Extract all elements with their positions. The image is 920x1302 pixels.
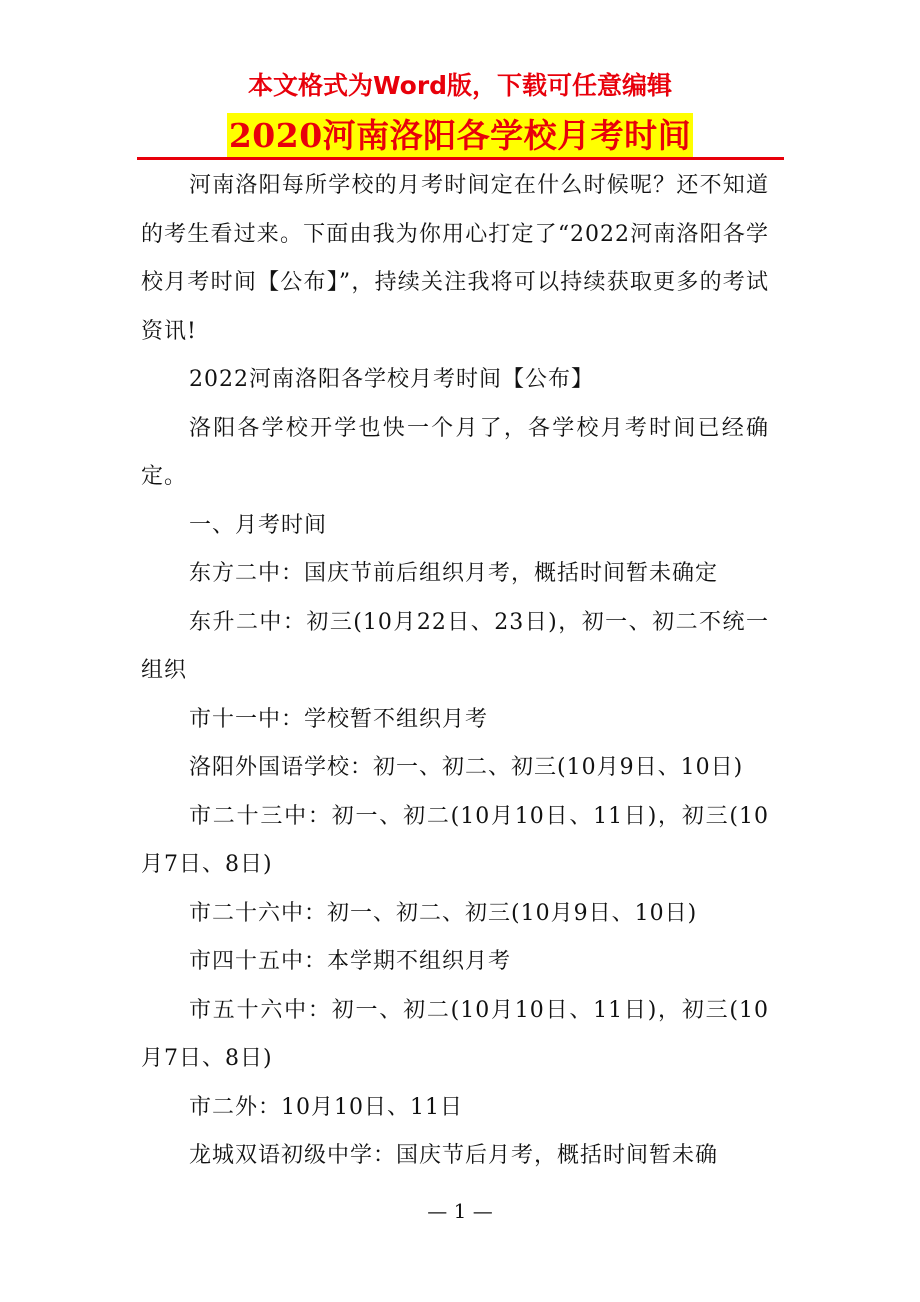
title-wrapper: [0, 113, 920, 159]
document-body: [141, 162, 769, 1181]
document-title: 2020河南洛阳各学校月考时间: [227, 113, 693, 159]
school-entry: 市二十六中：初一、初二、初三(10月9日、10日): [189, 900, 698, 926]
school-entry: 龙城双语初级中学：国庆节后月考，概括时间暂未确: [189, 1143, 719, 1168]
school-entry: 东升二中：初三(10月22日、23日)，初一、初二不统一组织: [141, 609, 769, 683]
page-number: — 1 —: [427, 1199, 493, 1223]
paragraph-intro: 河南洛阳每所学校的月考时间定在什么时候呢？还不知道的考生看过来。下面由我为你用心打定了“2022河南洛阳各学校月考时间【公布】”，持续关注我将可以持续获取更多的考试资讯!: [141, 173, 769, 344]
school-entry: 市二十三中：初一、初二(10月10日、11日)，初三(10月7日、8日): [141, 803, 769, 877]
school-entry: 东方二中：国庆节前后组织月考，概括时间暂未确定: [189, 561, 719, 586]
paragraph-lead: 洛阳各学校开学也快一个月了，各学校月考时间已经确定。: [141, 415, 769, 489]
school-entry: 市四十五中：本学期不组织月考: [189, 949, 512, 974]
school-entry: 市十一中：学校暂不组织月考: [189, 706, 489, 732]
school-entry: 市五十六中：初一、初二(10月10日、11日)，初三(10月7日、8日): [141, 997, 769, 1071]
paragraph-subtitle: 2022河南洛阳各学校月考时间【公布】: [189, 367, 594, 392]
school-entry: 洛阳外国语学校：初一、初二、初三(10月9日、10日): [189, 755, 744, 780]
title-divider: [137, 157, 784, 160]
section-heading: 一、月考时间: [189, 512, 328, 538]
school-entry: 市二外：10月10日、11日: [189, 1094, 463, 1120]
format-notice-banner: 本文格式为Word版，下载可任意编辑: [247, 71, 673, 100]
